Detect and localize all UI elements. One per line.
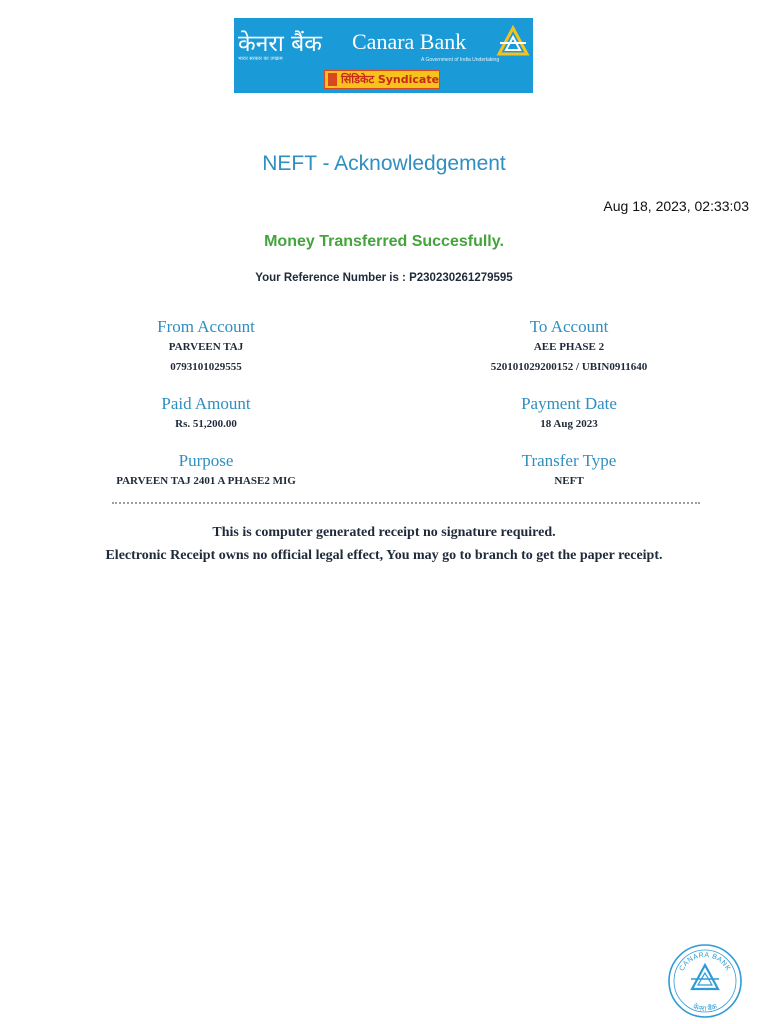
purpose-label: Purpose bbox=[178, 451, 234, 470]
logo-hindi-name: केनरा बैंक bbox=[238, 31, 322, 57]
success-message: Money Transferred Succesfully. bbox=[264, 233, 504, 250]
to-account-name: AEE PHASE 2 bbox=[533, 341, 605, 353]
purpose-block bbox=[36, 451, 376, 491]
transfer-type-block bbox=[399, 451, 739, 491]
transfer-type-value: NEFT bbox=[554, 475, 584, 487]
to-account-label: To Account bbox=[529, 317, 609, 336]
logo-english-tagline: A Government of India Undertaking bbox=[421, 57, 500, 63]
from-account-number: 0793101029555 bbox=[170, 361, 242, 373]
footer-note-signature: This is computer generated receipt no signature required. bbox=[212, 525, 556, 540]
from-account-block bbox=[36, 317, 376, 377]
seal-bottom-text: केनरा बैंक bbox=[691, 1002, 719, 1014]
paid-amount-block bbox=[36, 394, 376, 434]
page-title: NEFT - Acknowledgement bbox=[262, 152, 506, 175]
syndicate-label: सिंडिकेट Syndicate bbox=[341, 73, 440, 86]
reference-number: Your Reference Number is : P230230261279595 bbox=[255, 272, 513, 284]
payment-date-block bbox=[399, 394, 739, 434]
logo-hindi-tagline: भारत सरकार का उपक्रम bbox=[238, 56, 283, 62]
from-account-name: PARVEEN TAJ bbox=[168, 341, 244, 353]
transfer-type-label: Transfer Type bbox=[521, 451, 617, 470]
seal-top-text: CANARA BANK bbox=[678, 951, 732, 973]
footer-note-legal: Electronic Receipt owns no official legal effect, You may go to branch to get the paper receipt. bbox=[105, 548, 663, 563]
svg-text:केनरा बैंक bbox=[692, 1002, 719, 1014]
paid-amount-label: Paid Amount bbox=[161, 394, 251, 413]
payment-date-label: Payment Date bbox=[521, 394, 617, 413]
bank-logo-banner bbox=[234, 18, 533, 93]
canara-bank-seal-icon bbox=[667, 943, 743, 1019]
transaction-timestamp: Aug 18, 2023, 02:33:03 bbox=[603, 198, 749, 214]
canara-triangle-logo-icon bbox=[496, 25, 530, 59]
syndicate-badge bbox=[324, 70, 440, 89]
from-account-label: From Account bbox=[157, 317, 255, 336]
logo-english-name: Canara Bank bbox=[352, 29, 467, 54]
dotted-divider bbox=[112, 502, 700, 504]
syndicate-icon bbox=[328, 73, 337, 86]
paid-amount-value: Rs. 51,200.00 bbox=[175, 418, 237, 430]
to-account-number: 520101029200152 / UBIN0911640 bbox=[490, 361, 648, 373]
to-account-block bbox=[399, 317, 739, 377]
purpose-value: PARVEEN TAJ 2401 A PHASE2 MIG bbox=[116, 475, 296, 487]
svg-text:CANARA BANK bbox=[679, 952, 732, 972]
payment-date-value: 18 Aug 2023 bbox=[540, 418, 598, 430]
